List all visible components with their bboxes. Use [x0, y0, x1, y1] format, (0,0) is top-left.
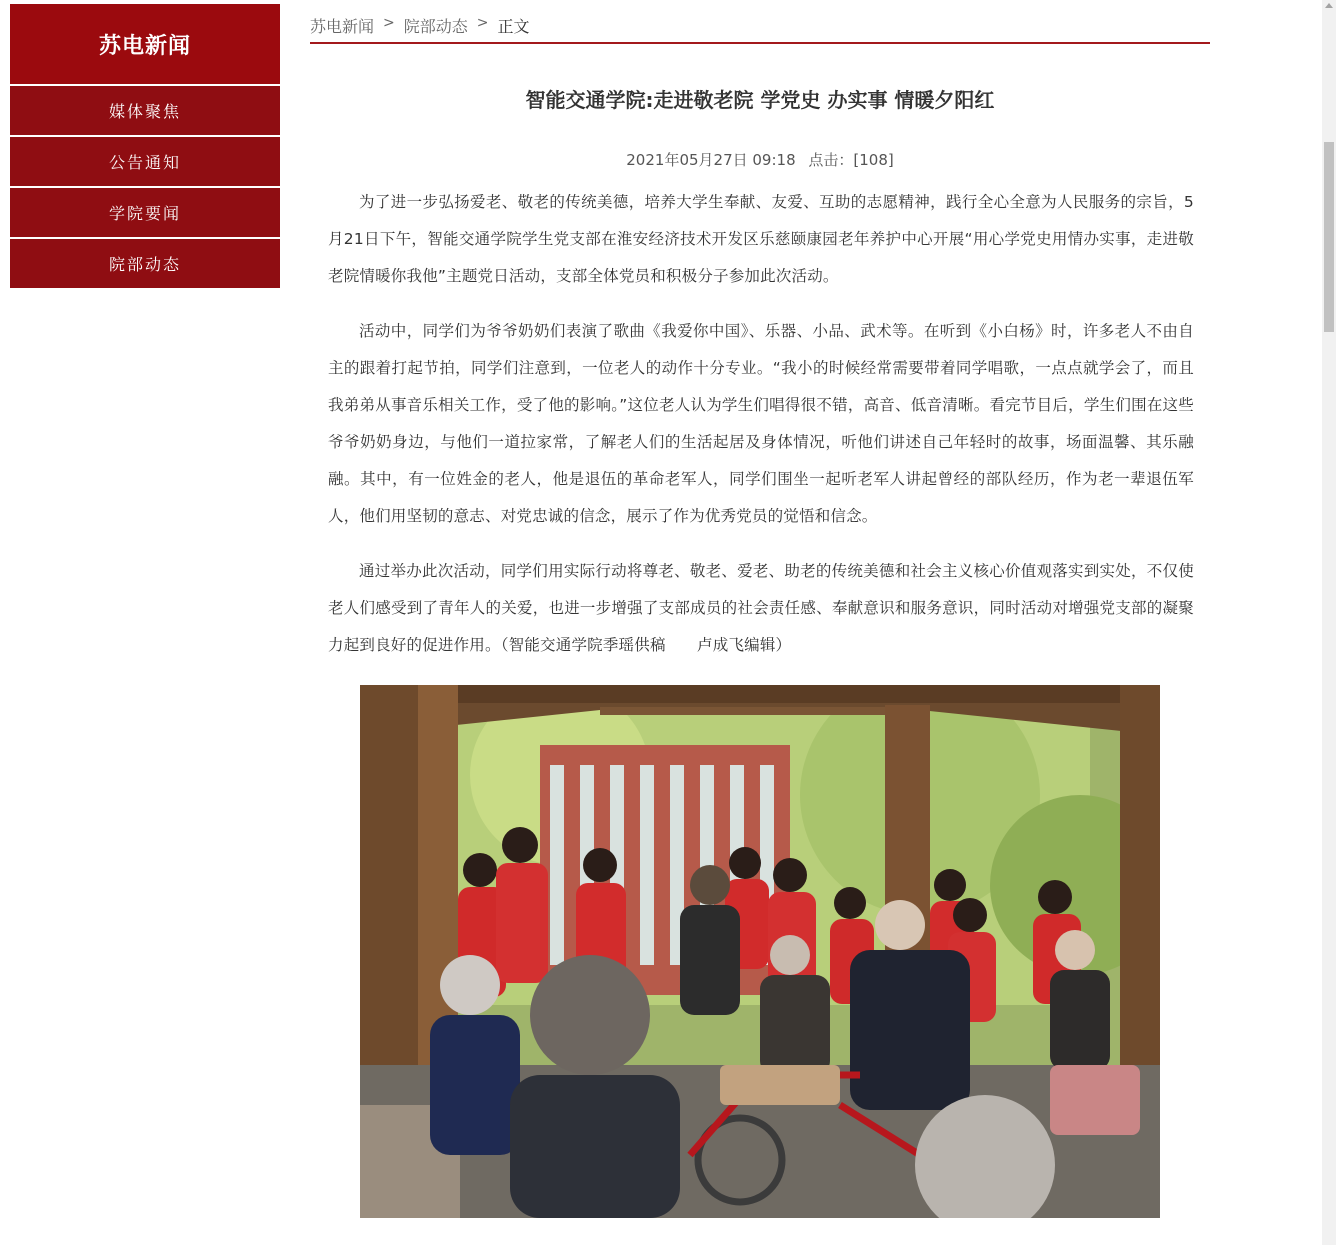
sidebar-item-media-focus[interactable]: 媒体聚焦 — [10, 86, 280, 135]
article-paragraph: 活动中，同学们为爷爷奶奶们表演了歌曲《我爱你中国》、乐器、小品、武术等。在听到《小白杨》时，许多老人不由自主的跟着打起节拍，同学们注意到，一位老人的动作十分专业。“我小的时候经常需要带着同学唱歌，一点点就学会了，而且我弟弟从事音乐相关工作，受了他的影响。”这位老人认为学生们唱得很不错，高音、低音清晰。看完节目后，学生们围在这些爷爷奶奶身边，与他们一道拉家常，了解老人们的生活起居及身体情况，听他们讲述自己年轻时的故事，场面温馨、其乐融融。其中，有一位姓金的老人，他是退伍的革命老军人，同学们围坐一起听老军人讲起曾经的部队经历，作为老一辈退伍军人，他们用坚韧的意志、对党忠诚的信念，展示了作为优秀党员的觉悟和信念。 — [328, 322, 1194, 525]
article-body — [310, 184, 1194, 664]
sidebar — [10, 4, 280, 288]
sidebar-item-college-news[interactable]: 学院要闻 — [10, 188, 280, 237]
breadcrumb — [310, 0, 1210, 44]
sidebar-item-announcements[interactable]: 公告通知 — [10, 137, 280, 186]
breadcrumb-separator: > — [383, 15, 395, 31]
article-date: 2021年05月27日 09:18 — [626, 151, 796, 169]
article-hits: 点击：[108] — [808, 151, 894, 169]
scrollbar[interactable] — [1322, 0, 1336, 1245]
scroll-up-arrow-icon[interactable] — [1325, 3, 1333, 8]
article-title: 智能交通学院:走进敬老院 学党史 办实事 情暖夕阳红 — [525, 88, 995, 112]
breadcrumb-separator: > — [476, 15, 489, 31]
sidebar-title: 苏电新闻 — [10, 4, 280, 84]
main-content — [310, 0, 1210, 682]
breadcrumb-link-home[interactable]: 苏电新闻 — [310, 17, 375, 36]
article-photo — [360, 685, 1160, 1218]
article-meta — [310, 149, 1210, 170]
article-paragraph: 通过举办此次活动，同学们用实际行动将尊老、敬老、爱老、助老的传统美德和社会主义核心价值观落实到实处，不仅使老人们感受到了青年人的关爱，也进一步增强了支部成员的社会责任感、奉献意识和服务意识，同时活动对增强党支部的凝聚力起到良好的促进作用。（智能交通学院季瑶供稿 卢成飞编辑） — [328, 562, 1194, 654]
photo-illustration — [360, 685, 1160, 1218]
scrollbar-thumb[interactable] — [1324, 142, 1334, 332]
sidebar-item-department-news[interactable]: 院部动态 — [10, 239, 280, 288]
breadcrumb-current: 正文 — [497, 17, 530, 36]
breadcrumb-link-department[interactable]: 院部动态 — [403, 17, 468, 36]
article-paragraph: 为了进一步弘扬爱老、敬老的传统美德，培养大学生奉献、友爱、互助的志愿精神，践行全心全意为人民服务的宗旨，5月21日下午，智能交通学院学生党支部在淮安经济技术开发区乐慈颐康园老年养护中心开展“用心学党史用情办实事，走进敬老院情暖你我他”主题党日活动，支部全体党员和积极分子参加此次活动。 — [328, 193, 1194, 285]
